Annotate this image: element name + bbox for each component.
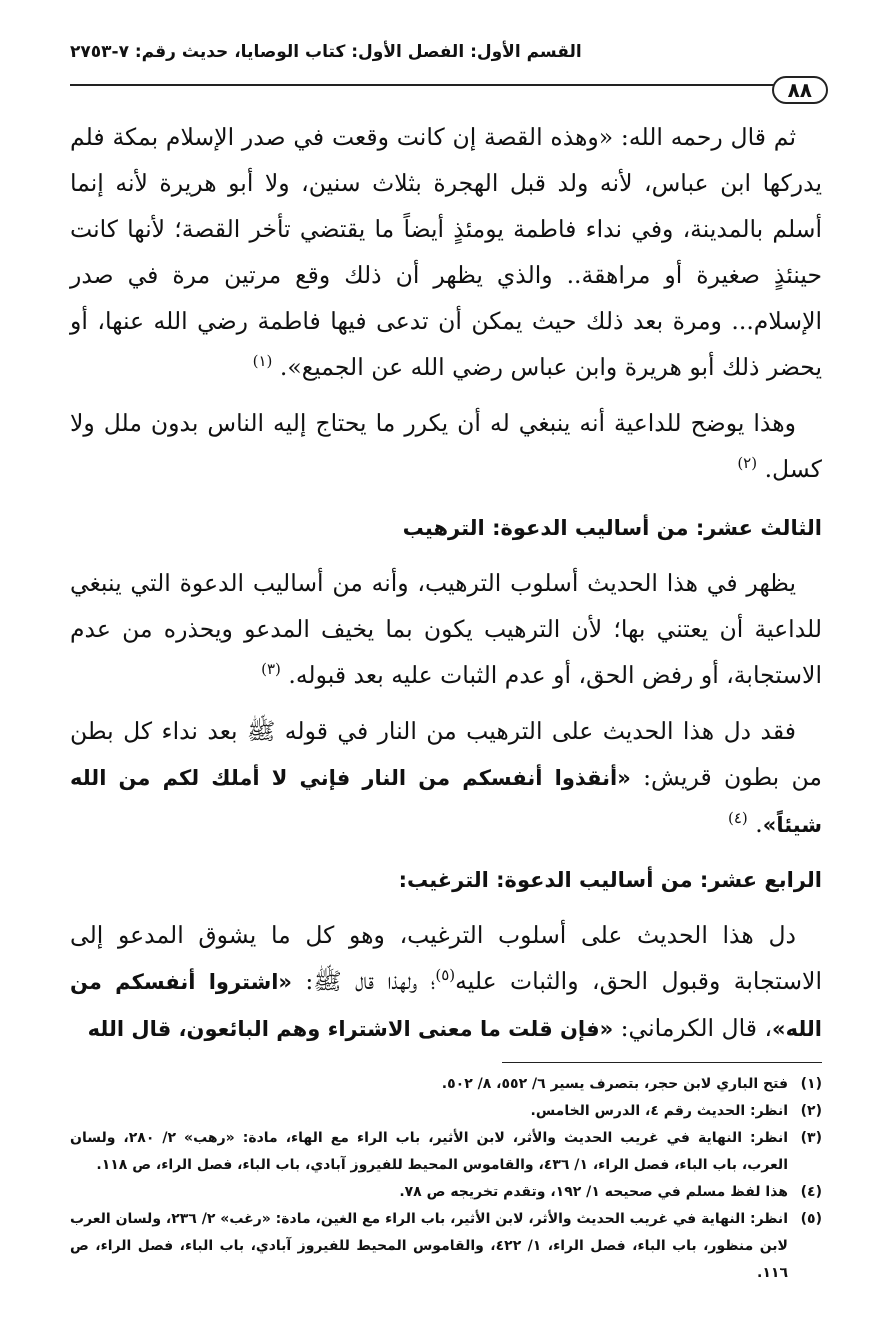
hadith-quote-1: «أنقذوا أنفسكم من النار فإني لا أملك لكم من الله شيئاً» xyxy=(70,766,822,837)
header-title: القسم الأول: الفصل الأول: كتاب الوصايا، حديث رقم: ٧-٢٧٥٣ xyxy=(70,42,582,62)
paragraph-3 xyxy=(70,560,822,698)
footnote-number: (٣) xyxy=(800,1130,822,1146)
paragraph-4-text-b: . xyxy=(755,810,763,838)
footnote-ref-1[interactable]: (١) xyxy=(252,352,273,371)
footnote-ref-2[interactable]: (٢) xyxy=(737,454,758,473)
page-number: ٨٨ xyxy=(772,76,828,104)
paragraph-5-text-b: ؛ ولهذا قال ﷺ: xyxy=(292,967,436,995)
footnote-number: (٥) xyxy=(800,1211,822,1227)
paragraph-4 xyxy=(70,708,822,848)
paragraph-1 xyxy=(70,114,822,390)
footnote-text: انظر: الحديث رقم ٤، الدرس الخامس. xyxy=(530,1103,788,1119)
paragraph-5-text-a: دل هذا الحديث على أسلوب الترغيب، وهو كل ما يشوق المدعو إلى الاستجابة وقبول الحق، والثبات عليه xyxy=(70,921,822,995)
footnote-item xyxy=(70,1206,822,1287)
paragraph-2 xyxy=(70,400,822,492)
book-page xyxy=(70,30,822,1320)
paragraph-1-text: ثم قال رحمه الله: «وهذه القصة إن كانت وقعت في صدر الإسلام بمكة فلم يدركها ابن عباس، لأنه ولد قبل الهجرة بثلاث سنين، ولا أبو هريرة لأنه إنما أسلم بالمدينة، وفي نداء فاطمة يومئذٍ أيضاً ما يقتضي تأخر القصة؛ لأنها كانت حينئذٍ صغيرة أو مراهقة.. والذي يظهر أن ذلك وقع مرتين مرة في صدر الإسلام... ومرة بعد ذلك حيث يمكن أن تدعى فيها فاطمة رضي الله عنها، أو يحضر ذلك أبو هريرة وابن عباس رضي الله عن الجميع». xyxy=(70,123,822,381)
section-heading-13: الثالث عشر: من أساليب الدعوة: الترهيب xyxy=(402,516,822,540)
paragraph-5 xyxy=(70,912,822,1052)
footnote-ref-5[interactable]: (٥) xyxy=(435,966,456,985)
main-text xyxy=(70,114,822,1052)
footnote-number: (٤) xyxy=(800,1184,822,1200)
footnote-item xyxy=(70,1098,822,1125)
footnote-text: هذا لفظ مسلم في صحيحه ١/ ١٩٢، وتقدم تخريجه ص ٧٨. xyxy=(399,1184,788,1200)
kirmani-quote: «فإن قلت ما معنى الاشتراء وهم البائعون، قال الله xyxy=(87,1017,614,1041)
footnote-ref-3[interactable]: (٣) xyxy=(261,660,281,679)
footnote-text: فتح الباري لابن حجر، بتصرف يسير ٦/ ٥٥٢، ٨/ ٥٠٢. xyxy=(441,1076,788,1092)
paragraph-2-text: وهذا يوضح للداعية أنه ينبغي له أن يكرر ما يحتاج إليه الناس بدون ملل ولا كسل. xyxy=(70,409,822,483)
footnote-text: انظر: النهاية في غريب الحديث والأثر، لابن الأثير، باب الراء مع الهاء، مادة: «رهب» ٢/ ٢٨٠، ولسان العرب، باب الباء، فصل الراء، ١/ ٤٣٦، والقاموس المحيط للفيروز آبادي، باب الباء، فصل الراء، ص ١١٨. xyxy=(70,1130,788,1173)
footnote-item xyxy=(70,1125,822,1179)
footnote-divider xyxy=(502,1062,822,1063)
footnote-number: (١) xyxy=(800,1076,822,1092)
section-heading-14: الرابع عشر: من أساليب الدعوة: الترغيب: xyxy=(398,868,822,892)
running-header xyxy=(70,30,822,102)
footnote-item xyxy=(70,1179,822,1206)
paragraph-5-text-c: ، قال الكرماني: xyxy=(613,1014,773,1042)
footnotes-list xyxy=(70,1071,822,1287)
footnote-item xyxy=(70,1071,822,1098)
hadith-quote-2: «اشتروا أنفسكم من الله» xyxy=(70,970,822,1041)
paragraph-3-text: يظهر في هذا الحديث أسلوب الترهيب، وأنه من أساليب الدعوة التي ينبغي للداعية أن يعتني بها؛ لأن الترهيب يكون بما يخيف المدعو ويحذره من عدم الاستجابة، أو رفض الحق، أو عدم الثبات عليه بعد قبوله. xyxy=(70,569,822,689)
footnote-ref-4[interactable]: (٤) xyxy=(728,809,748,828)
footnote-number: (٢) xyxy=(800,1103,822,1119)
paragraph-4-text-a: فقد دل هذا الحديث على الترهيب من النار في قوله ﷺ بعد نداء كل بطن من بطون قريش: xyxy=(70,717,822,791)
footnote-text: انظر: النهاية في غريب الحديث والأثر، لابن الأثير، باب الراء مع الغين، مادة: «رغب» ٢/ ٢٣٦، ولسان العرب لابن منظور، باب الباء، فصل الراء، ١/ ٤٢٢، والقاموس المحيط للفيروز آبادي، باب الباء، فصل الراء، ص ١١٦. xyxy=(70,1211,788,1281)
